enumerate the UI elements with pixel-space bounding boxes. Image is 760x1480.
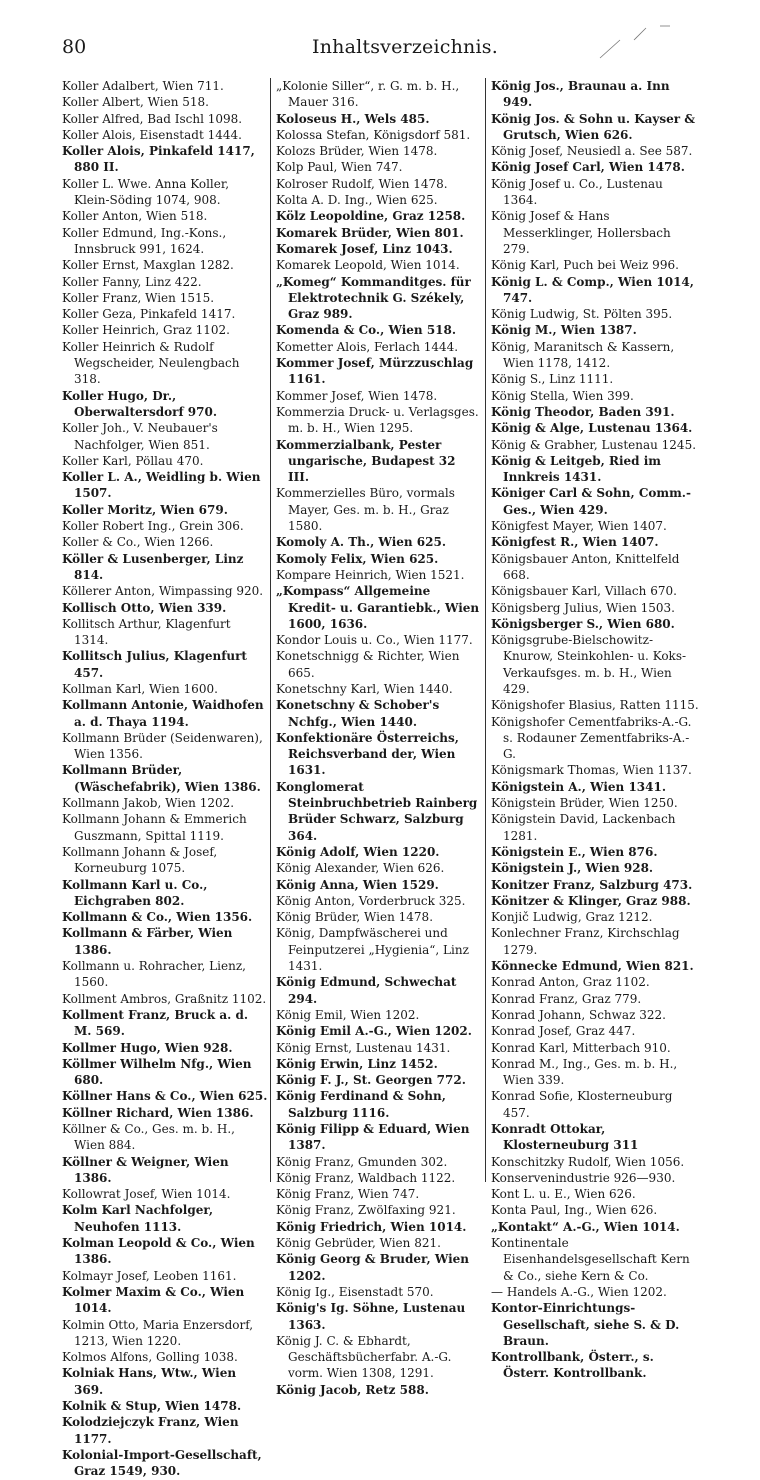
index-entry: Koller L. Wwe. Anna Koller, Klein-Söding 1074, 908.: [62, 176, 230, 208]
index-entry: Kollment Ambros, Graßnitz 1102.: [62, 991, 267, 1006]
index-entry: Königshofer Cementfabriks-A.-G. s. Rodauner Zementfabriks-A.-G.: [491, 714, 692, 762]
index-entry: Köllner Hans & Co., Wien 625.: [62, 1089, 268, 1104]
index-entry: König Josef, Neusiedl a. See 587.: [491, 144, 693, 159]
index-entry: Koller & Co., Wien 1266.: [62, 535, 214, 550]
index-entry: König Anna, Wien 1529.: [276, 877, 439, 892]
index-entry: — Handels A.-G., Wien 1202.: [491, 1284, 667, 1299]
index-entry: Kollment Franz, Bruck a. d. M. 569.: [62, 1007, 249, 1039]
index-entry: Kolmin Otto, Maria Enzersdorf, 1213, Wien 1220.: [62, 1317, 254, 1348]
index-entry: Kommerzielles Büro, vormals Mayer, Ges. m. b. H., Graz 1580.: [276, 486, 455, 534]
index-entry: Kommer Josef, Wien 1478.: [276, 388, 438, 403]
index-entry: König L. & Comp., Wien 1014, 747.: [491, 274, 694, 305]
index-entry: König M., Wien 1387.: [491, 323, 637, 338]
index-entry: Konfektionäre Österreichs, Reichsverband der, Wien 1631.: [276, 730, 459, 778]
index-entry: König S., Linz 1111.: [491, 372, 614, 387]
index-entry: Konetschnigg & Richter, Wien 665.: [276, 649, 460, 680]
index-entry: Köllner & Co., Ges. m. b. H., Wien 884.: [62, 1122, 235, 1153]
index-entry: König Georg & Bruder, Wien 1202.: [276, 1252, 470, 1283]
index-entry: König Karl, Puch bei Weiz 996.: [491, 258, 679, 273]
index-entry: Koller Joh., V. Neubauer's Nachfolger, Wien 851.: [62, 421, 218, 452]
index-entry: Koller Anton, Wien 518.: [62, 209, 208, 224]
index-entry: Konrad Karl, Mitterbach 910.: [491, 1040, 671, 1055]
index-entry: König & Alge, Lustenau 1364.: [491, 421, 693, 436]
index-entry: Koller Alois, Eisenstadt 1444.: [62, 127, 242, 142]
index-entry: Koller Alfred, Bad Ischl 1098.: [62, 111, 243, 126]
index-entry: Kondor Louis u. Co., Wien 1177.: [276, 633, 473, 648]
index-entry: König Franz, Wien 747.: [276, 1187, 420, 1202]
index-entry: König Emil, Wien 1202.: [276, 1007, 420, 1022]
index-entry: Kontor-Einrichtungs-Gesellschaft, siehe S. & D. Braun.: [491, 1301, 680, 1348]
index-entry: Koller Ernst, Maxglan 1282.: [62, 258, 234, 273]
index-entry: König Adolf, Wien 1220.: [276, 844, 440, 859]
index-entry: Kommer Josef, Mürzzuschlag 1161.: [276, 356, 474, 387]
index-entry: Könnecke Edmund, Wien 821.: [491, 959, 694, 974]
index-entry: Koller Heinrich, Graz 1102.: [62, 323, 230, 338]
index-entry: Komarek Leopold, Wien 1014.: [276, 258, 460, 273]
index-column-1: [62, 78, 268, 1480]
index-entry: König's Ig. Söhne, Lustenau 1363.: [276, 1301, 466, 1332]
index-entry: Koller Robert Ing., Grein 306.: [62, 519, 244, 534]
index-entry: König & Leitgeb, Ried im Innkreis 1431.: [491, 453, 661, 485]
column-rule: [485, 78, 486, 1182]
index-entry: Köller & Lusenberger, Linz 814.: [62, 551, 244, 582]
index-entry: König Ferdinand & Sohn, Salzburg 1116.: [276, 1089, 446, 1120]
index-entry: Königer Carl & Sohn, Comm.-Ges., Wien 429.: [491, 486, 691, 517]
index-entry: Konrad M., Ing., Ges. m. b. H., Wien 339.: [491, 1056, 678, 1088]
index-entry: Koller Hugo, Dr., Oberwaltersdorf 970.: [62, 388, 218, 419]
index-entry: Komoly Felix, Wien 625.: [276, 551, 439, 566]
index-entry: Köllner Richard, Wien 1386.: [62, 1105, 254, 1120]
index-entry: Kollmann u. Rohracher, Lienz, 1560.: [62, 959, 246, 990]
index-entry: König J. C. & Ebhardt, Geschäftsbücherfabr. A.-G. vorm. Wien 1308, 1291.: [276, 1333, 452, 1381]
index-entry: Komoly A. Th., Wien 625.: [276, 535, 447, 550]
index-entry: König & Grabher, Lustenau 1245.: [491, 437, 697, 452]
index-entry: König Josef & Hans Messerklinger, Hollersbach 279.: [491, 209, 671, 256]
index-entry: Konrad Anton, Graz 1102.: [491, 975, 650, 990]
index-entry: Kollmann & Co., Wien 1356.: [62, 910, 253, 925]
index-entry: „Komeg“ Kommanditges. für Elektrotechnik G. Székely, Graz 989.: [276, 274, 471, 322]
index-entry: Kolonial-Import-Gesellschaft, Graz 1549, 930.: [62, 1447, 262, 1479]
index-entry: König Ernst, Lustenau 1431.: [276, 1040, 451, 1055]
index-entry: Koller Albert, Wien 518.: [62, 95, 209, 110]
index-entry: Königsbauer Anton, Knittelfeld 668.: [491, 551, 680, 582]
index-entry: Konrad Sofie, Klosterneuburg 457.: [491, 1089, 673, 1120]
index-entry: Koller Geza, Pinkafeld 1417.: [62, 307, 236, 322]
index-entry: König Jacob, Retz 588.: [276, 1382, 429, 1397]
index-entry: König Stella, Wien 399.: [491, 388, 634, 403]
index-entry: Kollitsch Julius, Klagenfurt 457.: [62, 649, 247, 680]
index-entry: König Ludwig, St. Pölten 395.: [491, 307, 673, 322]
index-entry: Koller Moritz, Wien 679.: [62, 502, 228, 517]
index-entry: Königsgrube-Bielschowitz-Knurow, Steinkohlen- u. Koks-Verkaufsges. m. b. H., Wien 429.: [491, 633, 687, 696]
index-entry: Königstein David, Lackenbach 1281.: [491, 812, 676, 843]
index-entry: Kollowrat Josef, Wien 1014.: [62, 1187, 231, 1202]
index-entry: Kolossa Stefan, Königsdorf 581.: [276, 127, 471, 142]
index-entry: Kollmann Johann & Emmerich Guszmann, Spittal 1119.: [62, 812, 247, 843]
index-entry: Koller Adalbert, Wien 711.: [62, 79, 224, 93]
index-entry: Komarek Josef, Linz 1043.: [276, 241, 453, 256]
index-entry: „Kolonie Siller“, r. G. m. b. H., Mauer 316.: [276, 79, 460, 110]
index-entry: Koller Fanny, Linz 422.: [62, 274, 202, 289]
page-number: 80: [62, 36, 87, 58]
index-entry: Konjič Ludwig, Graz 1212.: [491, 910, 653, 925]
index-entry: Königstein J., Wien 928.: [491, 861, 654, 876]
index-entry: Kölz Leopoldine, Graz 1258.: [276, 209, 466, 224]
index-entry: König, Dampfwäscherei und Feinputzerei „Hygienia“, Linz 1431.: [276, 926, 469, 974]
index-entry: Konetschny & Schober's Nchfg., Wien 1440.: [276, 698, 440, 729]
index-entry: Kolp Paul, Wien 747.: [276, 160, 403, 175]
index-entry: Kompare Heinrich, Wien 1521.: [276, 567, 465, 582]
index-entry: Kollmann Karl u. Co., Eichgraben 802.: [62, 877, 208, 908]
index-entry: Königstein A., Wien 1341.: [491, 779, 667, 794]
index-entry: Kollmann Brüder, (Wäschefabrik), Wien 1386.: [62, 763, 261, 794]
index-entry: Königsmark Thomas, Wien 1137.: [491, 763, 692, 778]
index-entry: Koller Alois, Pinkafeld 1417, 880 II.: [62, 144, 255, 175]
index-entry: Kolnik & Stup, Wien 1478.: [62, 1399, 242, 1414]
index-entry: Konlechner Franz, Kirchschlag 1279.: [491, 926, 680, 957]
index-column-2: [276, 78, 480, 1398]
index-entry: Königstein E., Wien 876.: [491, 844, 658, 859]
index-entry: Königsberg Julius, Wien 1503.: [491, 600, 675, 615]
index-entry: König Filipp & Eduard, Wien 1387.: [276, 1122, 470, 1153]
index-entry: Kolroser Rudolf, Wien 1478.: [276, 176, 448, 191]
index-entry: König Alexander, Wien 626.: [276, 861, 445, 876]
index-entry: Königsbauer Karl, Villach 670.: [491, 584, 677, 599]
index-entry: König Ig., Eisenstadt 570.: [276, 1284, 434, 1299]
index-entry: Kolta A. D. Ing., Wien 625.: [276, 193, 438, 208]
index-entry: Königfest Mayer, Wien 1407.: [491, 519, 667, 534]
index-entry: Kollmann & Färber, Wien 1386.: [62, 926, 233, 957]
index-entry: Konetschny Karl, Wien 1440.: [276, 681, 453, 696]
index-entry: Kollmer Hugo, Wien 928.: [62, 1040, 233, 1055]
index-entry: Koller Karl, Pöllau 470.: [62, 453, 204, 468]
index-entry: König Brüder, Wien 1478.: [276, 910, 434, 925]
index-entry: König Theodor, Baden 391.: [491, 404, 675, 419]
page-header: [0, 22, 760, 62]
index-entry: Kolmayr Josef, Leoben 1161.: [62, 1268, 237, 1283]
index-entry: Komenda & Co., Wien 518.: [276, 323, 457, 338]
index-entry: Kollmann Johann & Josef, Korneuburg 1075.: [62, 844, 218, 876]
pencil-marks: [590, 22, 670, 62]
index-entry: König Edmund, Schwechat 294.: [276, 975, 457, 1006]
index-entry: Kolodziejczyk Franz, Wien 1177.: [62, 1415, 239, 1446]
index-entry: Konradt Ottokar, Klosterneuburg 311: [491, 1122, 639, 1153]
index-entry: Köllmer Wilhelm Nfg., Wien 680.: [62, 1056, 252, 1088]
index-entry: Koller Edmund, Ing.-Kons., Innsbruck 991, 1624.: [62, 225, 227, 256]
index-entry: Kont L. u. E., Wien 626.: [491, 1187, 636, 1202]
index-entry: Konschitzky Rudolf, Wien 1056.: [491, 1154, 685, 1169]
index-entry: König Josef u. Co., Lustenau 1364.: [491, 176, 663, 208]
index-entry: König Gebrüder, Wien 821.: [276, 1236, 441, 1251]
index-entry: Konitzer Franz, Salzburg 473.: [491, 877, 693, 892]
index-entry: Köllner & Weigner, Wien 1386.: [62, 1154, 229, 1185]
index-entry: Kontrollbank, Österr., s. Österr. Kontrollbank.: [491, 1350, 654, 1381]
index-entry: Königfest R., Wien 1407.: [491, 535, 659, 550]
index-entry: Kolm Karl Nachfolger, Neuhofen 1113.: [62, 1203, 214, 1234]
index-entry: Koller Heinrich & Rudolf Wegscheider, Neulengbach 318.: [62, 339, 240, 387]
index-entry: König Jos., Braunau a. Inn 949.: [491, 79, 670, 110]
index-entry: Konrad Franz, Graz 779.: [491, 991, 642, 1006]
index-entry: Kontinentale Eisenhandelsgesellschaft Kern & Co., siehe Kern & Co.: [491, 1236, 690, 1283]
index-entry: Kollitsch Arthur, Klagenfurt 1314.: [62, 616, 231, 648]
index-entry: Kolozs Brüder, Wien 1478.: [276, 144, 438, 159]
index-entry: „Kompass“ Allgemeine Kredit- u. Garantiebk., Wien 1600, 1636.: [276, 584, 480, 631]
index-entry: König Erwin, Linz 1452.: [276, 1056, 438, 1071]
index-entry: Kolmer Maxim & Co., Wien 1014.: [62, 1284, 245, 1316]
index-entry: Konta Paul, Ing., Wien 626.: [491, 1203, 658, 1218]
index-entry: Konglomerat Steinbruchbetrieb Rainberg Brüder Schwarz, Salzburg 364.: [276, 779, 478, 843]
index-entry: König Anton, Vorderbruck 325.: [276, 893, 466, 908]
index-entry: Köllerer Anton, Wimpassing 920.: [62, 584, 264, 599]
index-entry: Kollmann Antonie, Waidhofen a. d. Thaya 1194.: [62, 698, 264, 729]
index-entry: König Josef Carl, Wien 1478.: [491, 160, 685, 175]
index-entry: Kollmann Jakob, Wien 1202.: [62, 796, 235, 811]
index-entry: Königstein Brüder, Wien 1250.: [491, 796, 678, 811]
index-entry: Könitzer & Klinger, Graz 988.: [491, 893, 691, 908]
index-column-3: [491, 78, 701, 1382]
index-entry: Koller Franz, Wien 1515.: [62, 290, 215, 305]
index-entry: Kollman Karl, Wien 1600.: [62, 681, 218, 696]
index-entry: Kollmann Brüder (Seidenwaren), Wien 1356.: [62, 730, 263, 762]
index-entry: König Emil A.-G., Wien 1202.: [276, 1024, 472, 1039]
index-entry: König Friedrich, Wien 1014.: [276, 1219, 467, 1234]
index-entry: Königsberger S., Wien 680.: [491, 616, 675, 631]
index-entry: „Kontakt“ A.-G., Wien 1014.: [491, 1219, 680, 1234]
index-entry: Kolman Leopold & Co., Wien 1386.: [62, 1236, 255, 1267]
column-rule: [270, 78, 271, 1182]
index-entry: Kolmos Alfons, Golling 1038.: [62, 1350, 238, 1365]
index-entry: Kolniak Hans, Wtw., Wien 369.: [62, 1366, 237, 1397]
index-entry: Kommerzia Druck- u. Verlagsges. m. b. H., Wien 1295.: [276, 404, 479, 436]
index-entry: Konrad Josef, Graz 447.: [491, 1024, 636, 1039]
index-entry: König Franz, Waldbach 1122.: [276, 1170, 456, 1185]
index-entry: Kometter Alois, Ferlach 1444.: [276, 339, 459, 354]
index-entry: Komarek Brüder, Wien 801.: [276, 225, 464, 240]
index-entry: König Jos. & Sohn u. Kayser & Grutsch, Wien 626.: [491, 111, 696, 142]
index-entry: Kommerzialbank, Pester ungarische, Budapest 32 III.: [276, 437, 456, 485]
index-entry: König Franz, Zwölfaxing 921.: [276, 1203, 456, 1218]
index-entry: König, Maranitsch & Kassern, Wien 1178, 1412.: [491, 339, 675, 371]
page-title: Inhaltsverzeichnis.: [312, 36, 498, 58]
index-entry: Konservenindustrie 926—930.: [491, 1170, 676, 1185]
index-entry: Koller L. A., Weidling b. Wien 1507.: [62, 470, 261, 501]
index-entry: König Franz, Gmunden 302.: [276, 1154, 448, 1169]
index-entry: Koloseus H., Wels 485.: [276, 111, 430, 126]
index-entry: Königshofer Blasius, Ratten 1115.: [491, 698, 699, 713]
index-entry: Kollisch Otto, Wien 339.: [62, 600, 227, 615]
index-entry: König F. J., St. Georgen 772.: [276, 1073, 466, 1088]
index-entry: Konrad Johann, Schwaz 322.: [491, 1007, 666, 1022]
